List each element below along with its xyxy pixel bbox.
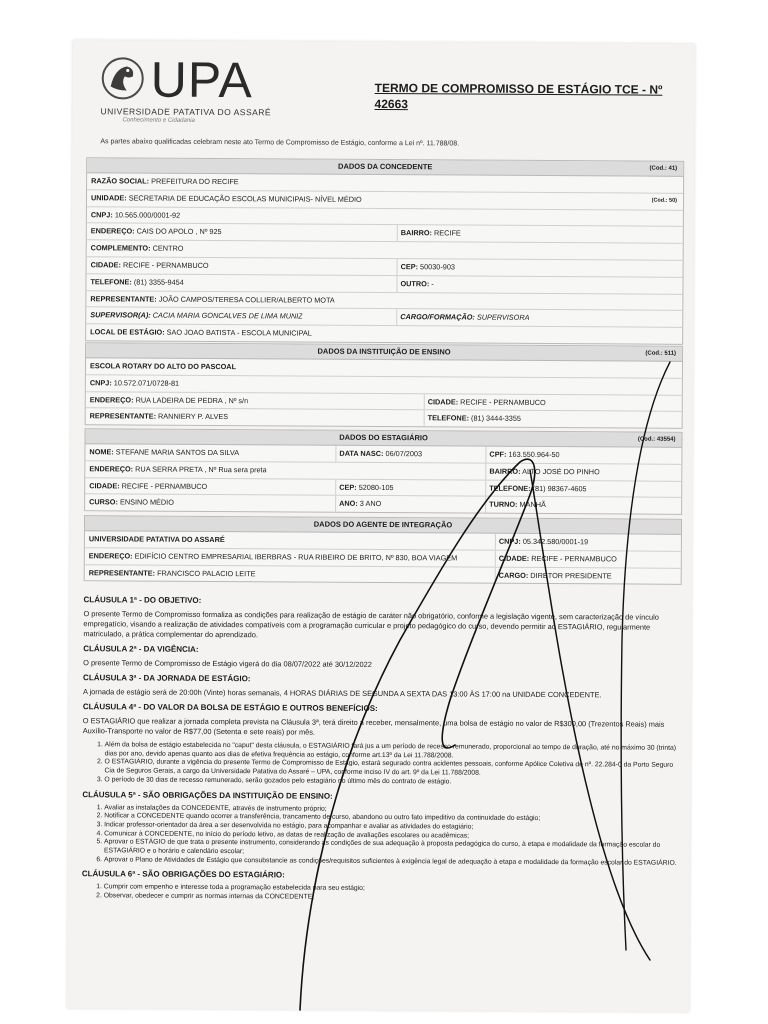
cidade-label: CIDADE: <box>90 260 122 270</box>
local-value: SAO JOAO BATISTA - ESCOLA MUNICIPAL <box>166 327 312 338</box>
estagiario-heading-text: DADOS DO ESTAGIÁRIO <box>339 432 428 443</box>
concedente-local-row <box>86 324 682 343</box>
clause-5-list <box>82 804 678 869</box>
clause-3-text: A jornada de estágio será de 20:00h (Vinte) horas semanais, 4 HORAS DIÁRIAS DE SEGUNDA A SEXTA DAS 13:00 ÀS 17:00 na UNIDADE CONCEDENTE. <box>82 687 602 700</box>
cnpj-label: CNPJ: <box>90 209 113 219</box>
cep-label: CEP: <box>400 262 419 272</box>
upa-logo <box>100 51 272 125</box>
agente-cidade-label: CIDADE: <box>498 553 530 563</box>
est-ano-value: 3 ANO <box>359 499 382 509</box>
inst-telefone-label: TELEFONE: <box>427 413 470 423</box>
cnpj-value: 10.565.000/0001-92 <box>114 209 181 220</box>
est-endereco-label: ENDEREÇO: <box>89 464 134 474</box>
inst-cnpj-label: CNPJ: <box>89 378 112 388</box>
agente-cargo-value: DIRETOR PRESIDENTE <box>530 570 612 581</box>
cargo-value: SUPERVISORA <box>476 312 530 323</box>
inst-cidade-label: CIDADE: <box>427 396 459 407</box>
list-item: 2. O ESTAGIÁRIO, durante a vigência do presente Termo de Compromisso de Estágio, estará segurado contra acidentes pessoais, conforme Apólice Coletiva de nº. 22.284-0 da Porto Seguro Cia de Seguros Gerais, a cargo da Universidade Patativa do Assaré – UPA, conforme inciso IV do art. 9º da Lei 11.788/2008. <box>104 759 678 780</box>
est-cep-value: 52080-105 <box>358 482 394 492</box>
agente-representante-value: FRANCISCO PALACIO LEITE <box>157 568 256 578</box>
brand-name: UPA <box>150 51 254 109</box>
inst-cidade-value: RECIFE - PERNAMBUCO <box>460 397 546 407</box>
est-nasc-value: 06/07/2003 <box>385 449 423 459</box>
list-item: 6. Aprovar o Plano de Atividades de Estágio que consubstancie as condições/requisitos suficientes à exigência legal de adequação à etapa e modalidade da formação escolar do ESTAGIÁRIO. <box>104 856 678 868</box>
university-tagline: Conhecimento e Cidadania <box>122 117 195 124</box>
clause-4-text: O ESTAGIÁRIO que realizar a jornada completa prevista na Cláusula 3ª, terá direito a receber, mensalmente, uma bolsa de estágio no valor de R$300,00 (Trezentos Reais) mais Auxílio-Transporte no valor de R$77,00 (Setenta e sete reais) por mês. <box>82 716 665 737</box>
list-item: 1. Avaliar as instalações da CONCEDENTE, através de instrumento próprio; <box>104 804 678 816</box>
est-nome-label: NOME: <box>89 447 114 457</box>
agente-nome: UNIVERSIDADE PATATIVA DO ASSARÉ <box>88 534 225 545</box>
list-item: 2. Observar, obedecer e cumprir as normas internas da CONCEDENTE; <box>104 892 678 904</box>
agente-cidade-value: RECIFE - PERNAMBUCO <box>531 553 617 564</box>
complemento-value: CENTRO <box>152 243 184 253</box>
endereco-value: CAIS DO APOLO , Nº 925 <box>136 226 222 237</box>
concedente-section <box>85 157 684 345</box>
agente-endereco-value: EDIFÍCIO CENTRO EMPRESARIAL IBERBRAS - RUA RIBEIRO DE BRITO, Nº 830, BOA VIAGEM <box>134 551 458 563</box>
instituicao-nome: ESCOLA ROTARY DO ALTO DO PASCOAL <box>89 361 237 372</box>
list-item: 4. Comunicar à CONCEDENTE, no início do período letivo, as datas de realização de avaliações escolares ou acadêmicas; <box>104 830 678 842</box>
cep-value: 50030-903 <box>420 262 455 272</box>
est-cpf-label: CPF: <box>489 449 507 459</box>
outro-value: - <box>431 279 434 289</box>
est-bairro-label: BAIRRO: <box>489 466 521 476</box>
list-item: 1. Cumprir com empenho e interesse toda a programação estabelecida para seu estágio; <box>104 884 678 896</box>
cidade-value: RECIFE - PERNAMBUCO <box>123 260 209 270</box>
clause-6-list <box>82 884 678 905</box>
clause-1-text: O presente Termo de Compromisso formaliza as condições para realização de estágio de caráter não obrigatório, conforme a legislação vigente, sem caracterização de vínculo empregatício, visando a realização de atividades compatíveis com a programação curricular e projeto pedagógico do curso, devendo permitir ao ESTAGIÁRIO, regularmente matriculado, a prática complementar do aprendizado. <box>83 609 659 640</box>
agente-section <box>84 515 682 585</box>
telefone-value: (81) 3355-9454 <box>133 277 184 287</box>
cargo-label: CARGO/FORMAÇÃO: <box>400 312 475 322</box>
est-ano-label: ANO: <box>339 499 358 509</box>
supervisor-value: CACIA MARIA GONCALVES DE LIMA MUNIZ <box>152 310 303 321</box>
est-cidade-label: CIDADE: <box>89 480 120 490</box>
est-turno-label: TURNO: <box>489 500 518 510</box>
est-telefone-label: TELEFONE: <box>489 483 531 493</box>
est-cpf-value: 163.550.964-50 <box>508 449 560 460</box>
university-name: UNIVERSIDADE PATATIVA DO ASSARÉ <box>100 106 272 118</box>
representante-label: REPRESENTANTE: <box>90 293 157 304</box>
unidade-label: UNIDADE: <box>90 193 127 203</box>
telefone-label: TELEFONE: <box>90 277 132 287</box>
instituicao-section <box>85 342 683 429</box>
est-cep-label: CEP: <box>339 482 357 492</box>
bairro-label: BAIRRO: <box>400 228 433 238</box>
clause-2-text: O presente Termo de Compromisso de Estágio vigerá do dia 08/07/2022 até 30/12/2022 <box>83 658 372 669</box>
list-item: 5. Aprovar o ESTÁGIO de que trata o presente instrumento, considerando as condições de sua adequação à proposta pedagógica do curso, à etapa e modalidade da formação escolar do ESTAGIÁRIO e o horário e calendário escolar; <box>104 839 678 860</box>
concedente-heading-text: DADOS DA CONCEDENTE <box>338 161 433 172</box>
agente-representante-row <box>85 565 681 584</box>
instituicao-code: (Cod.: 511) <box>645 350 677 357</box>
instituicao-heading-text: DADOS DA INSTITUIÇÃO DE ENSINO <box>317 346 451 357</box>
agente-cargo-label: CARGO: <box>498 570 529 580</box>
estagiario-section <box>84 428 682 515</box>
agente-representante-label: REPRESENTANTE: <box>88 567 156 578</box>
clause-4-list <box>82 741 678 788</box>
agente-heading-text: DADOS DO AGENTE DE INTEGRAÇÃO <box>313 519 453 530</box>
estagiario-curso-row <box>85 495 681 514</box>
razao-label: RAZÃO SOCIAL: <box>91 176 150 186</box>
agente-cnpj-value: 05.342.580/0001-19 <box>522 536 589 547</box>
list-item: 1. Além da bolsa de estágio estabelecida no "caput" desta cláusula, o ESTAGIÁRIO fará jus a um período de recesso remunerado, proporcional ao tempo de duração, até no máximo 30 (trinta) dias por ano, devido apenas quanto aos dias de efetiva frequência ao estágio, conforme art.13º da Lei 11.788/2008. <box>105 741 679 762</box>
document-title: TERMO DE COMPROMISSO DE ESTÁGIO TCE - Nº 42663 <box>374 80 663 112</box>
patativa-bird-logo-icon <box>101 56 145 100</box>
est-cidade-value: RECIFE - PERNAMBUCO <box>121 481 208 491</box>
outro-label: OUTRO: <box>400 278 430 289</box>
razao-value: PREFEITURA DO RECIFE <box>151 176 239 187</box>
agente-endereco-label: ENDEREÇO: <box>88 551 133 561</box>
document-page <box>67 40 695 1012</box>
estagiario-code: (Cod.: 43554) <box>637 436 676 443</box>
representante-value: JOÃO CAMPOS/TERESA COLLIER/ALBERTO MOTA <box>158 294 335 305</box>
clause-1-title: CLÁUSULA 1ª - DO OBJETIVO: <box>83 595 202 605</box>
inst-telefone-value: (81) 3444-3355 <box>471 413 521 424</box>
est-telefone-value: (81) 98367-4605 <box>532 483 587 493</box>
instituicao-representante-row <box>86 409 682 428</box>
complemento-label: COMPLEMENTO: <box>90 243 151 253</box>
concedente-code-2: (Cod.: 50) <box>651 197 678 204</box>
est-endereco-value: RUA SERRA PRETA , Nº Rua sera preta <box>135 464 267 475</box>
est-curso-value: ENSINO MÉDIO <box>119 497 174 508</box>
endereco-label: ENDEREÇO: <box>90 226 135 236</box>
clause-6-title: CLÁUSULA 6ª - SÃO OBRIGAÇÕES DO ESTAGIÁRIO: <box>81 869 285 880</box>
list-item: 2. Notificar a CONCEDENTE quando ocorrer a transferência, trancamento de curso, abandono ou outro fato impeditivo da continuidade do estágio; <box>104 813 678 825</box>
est-turno-value: MANHÃ <box>519 500 546 510</box>
est-nasc-label: DATA NASC: <box>339 448 384 459</box>
est-curso-label: CURSO: <box>89 497 118 507</box>
clause-2-title: CLÁUSULA 2ª - DA VIGÊNCIA: <box>83 644 199 654</box>
unidade-value: SECRETARIA DE EDUCAÇÃO ESCOLAS MUNICIPAIS- NÍVEL MÉDIO <box>128 193 362 204</box>
inst-representante-value: RANNIERY P. ALVES <box>158 412 229 422</box>
bairro-value: RECIFE <box>434 228 461 238</box>
supervisor-label: SUPERVISOR(A): <box>90 310 151 320</box>
inst-endereco-label: ENDEREÇO: <box>89 394 134 405</box>
clause-3-title: CLÁUSULA 3ª - DA JORNADA DE ESTÁGIO: <box>83 673 251 684</box>
list-item: 3. O período de 30 dias de recesso remunerado, serão gozados pelo estagiário no último mês do contrato de estágio. <box>104 776 678 788</box>
clause-5-title: CLÁUSULA 5ª - SÃO OBRIGAÇÕES DA INSTITUIÇÃO DE ENSINO: <box>82 789 333 801</box>
intro-text: As partes abaixo qualificadas celebram neste ato Termo de Compromisso de Estágio, conforme a Lei nº. 11.788/08. <box>100 138 460 148</box>
inst-cnpj-value: 10.572.071/0728-81 <box>113 378 180 388</box>
est-bairro-value: ALTO JOSÉ DO PINHO <box>522 466 600 477</box>
inst-endereco-value: RUA LADEIRA DE PEDRA , Nº s/n <box>135 395 249 405</box>
list-item: 3. Indicar professor-orientador da área a ser desenvolvida no estágio, para acompanhar e avaliar as atividades do estagiário; <box>104 821 678 833</box>
clause-4-title: CLÁUSULA 4ª - DO VALOR DA BOLSA DE ESTÁGIO E OUTROS BENEFÍCIOS: <box>82 702 378 713</box>
inst-representante-label: REPRESENTANTE: <box>89 411 157 422</box>
local-label: LOCAL DE ESTÁGIO: <box>90 327 165 337</box>
est-nome-value: STEFANE MARIA SANTOS DA SILVA <box>115 447 240 458</box>
concedente-code: (Cod.: 41) <box>649 165 678 172</box>
clauses-section <box>82 592 680 909</box>
agente-cnpj-label: CNPJ: <box>498 536 521 546</box>
